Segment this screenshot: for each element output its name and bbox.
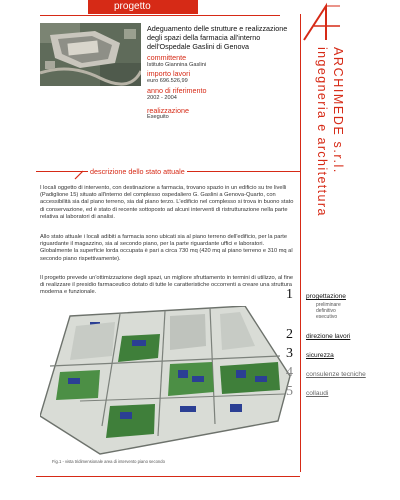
year-label: anno di riferimento [147,86,207,95]
nav-label[interactable]: collaudi [306,390,329,397]
nav-subitems [316,302,346,320]
nav-label[interactable]: consulenze tecniche [306,371,366,378]
nav-number: 1 [286,287,293,302]
brand-name: ARCHIMEDE s.r.l. [331,47,345,174]
nav-label[interactable]: progettazione [306,293,346,300]
amount-label: importo lavori [147,69,191,78]
brand-subtitle: ingegneria e architettura [315,47,329,217]
brand-divider [300,14,301,472]
figure-caption: Fig.1 - vista tridimensionale area di intervento piano secondo [52,459,165,464]
nav-label[interactable]: direzione lavori [306,333,351,340]
header-divider [40,15,280,16]
paragraph-project: Il progetto prevede un'ottimizzazione degli spazi, un migliore sfruttamento in termini di utilizzo, al fine di realizzare il presidio farmaceutico dotato di tutte le caratteristiche occorrenti a creare una struttura moderna e funzionale. [40,275,294,296]
section-tab-progetto [88,0,198,14]
paragraph-current-state: Allo stato attuale i locali adibiti a farmacia sono ubicati sia al piano terreno dell'edificio, per la parte riguardante il magazzino, sia al secondo piano, per la parte riguardante uffici e laboratori. Globalmente la superficie lorda occupata è pari a circa 730 mq (420 mq al piano terreno e 310 mq al secondo piano rispettivamente). [40,234,293,262]
nav-item-collaudi[interactable] [286,384,329,399]
nav-subitem[interactable]: definitivo [316,308,336,314]
nav-label[interactable]: sicurezza [306,352,334,359]
section-tab-label: progetto [114,1,151,12]
status-label: realizzazione [147,106,189,115]
amount-value: euro 696.526,99 [147,78,188,84]
nav-subitem[interactable]: esecutivo [316,314,338,320]
client-value: Istituto Giannina Gaslini [147,62,207,68]
nav-item-sicurezza[interactable] [286,346,334,361]
section-title: descrizione dello stato attuale [90,167,185,176]
nav-number: 4 [286,365,293,380]
nav-number: 3 [286,346,293,361]
nav-item-progettazione[interactable] [286,287,346,320]
nav-number: 2 [286,327,293,342]
project-title: Adeguamento delle strutture e realizzazione degli spazi della farmacia all'interno dell'Ospedale Gaslini di Genova [147,24,288,51]
status-value: Eseguito [147,114,169,120]
footer-divider [36,476,300,477]
floor-plan-3d-image [40,306,292,461]
paragraph-location: I locali oggetto di intervento, con destinazione a farmacia, trovano spazio in un edificio su tre livelli (Padiglione 15) situato all'interno del complesso ospedaliero G. Gaslini a Genova-Quarto, con accessibilità sia dal piano terreno, sia dal piano terzo. L'edificio nel complesso si trova in buono stato di conservazione, ed è stato di recente sottoposto ad alcuni interventi di ristrutturazione nella parte relativa ai laboratori di analisi. [40,185,294,220]
nav-subitem[interactable]: preliminare [316,302,341,308]
section-marker-icon [74,167,84,185]
nav-item-direzione-lavori[interactable] [286,327,351,342]
client-label: committente [147,53,187,62]
aerial-photo [40,23,141,86]
year-value: 2002 - 2004 [147,95,177,101]
archimede-logo-icon [300,2,342,49]
nav-number: 5 [286,384,293,399]
nav-item-consulenze[interactable] [286,365,366,380]
